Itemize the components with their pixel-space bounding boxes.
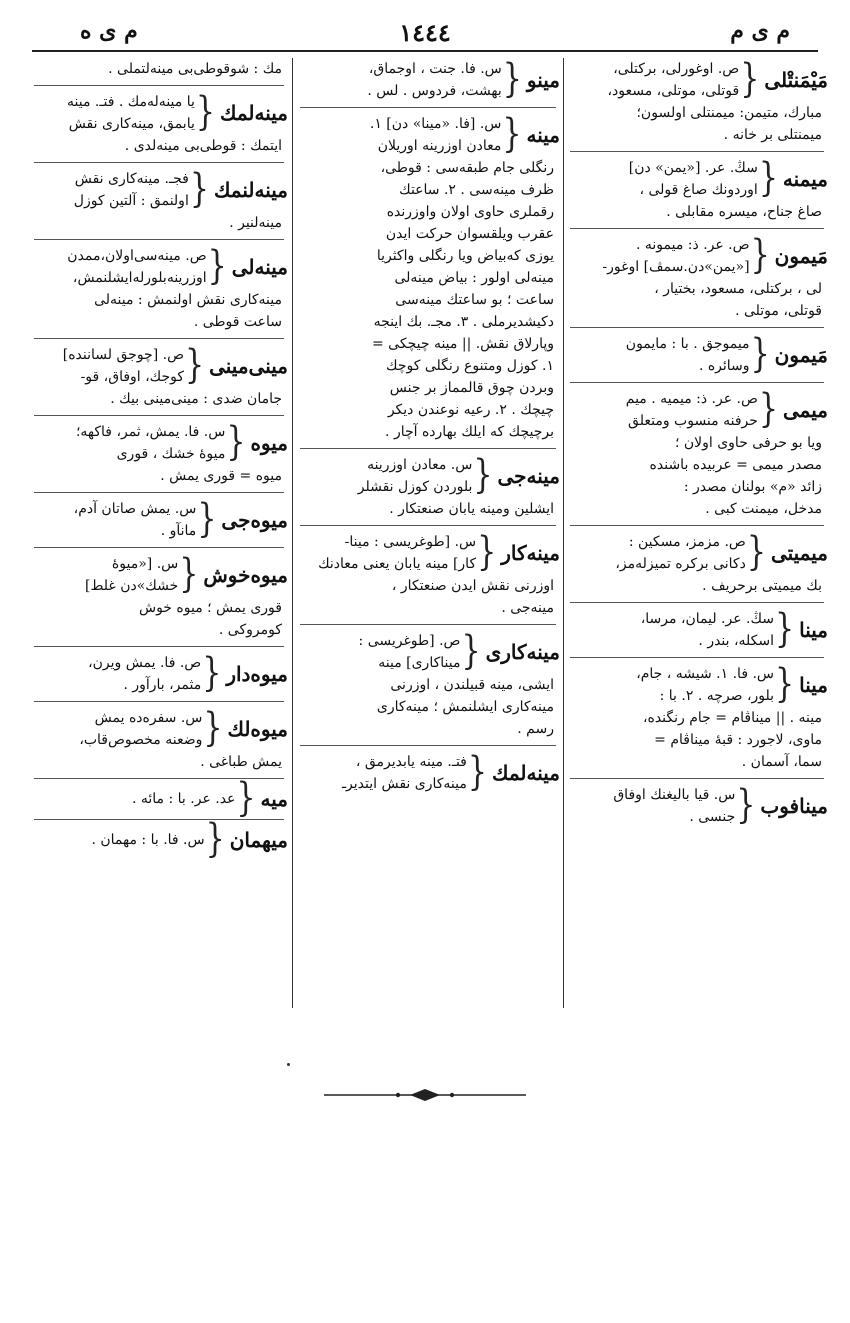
entry-separator: [34, 85, 284, 86]
definition-line: وضعنه مخصوص‌قاب،: [79, 732, 203, 748]
definition-line: خشك»دن غلط]: [85, 578, 179, 594]
entry-separator: [34, 239, 284, 240]
entry-separator: [570, 602, 824, 603]
entry-definition-block: [629, 157, 758, 201]
dictionary-entry: [30, 168, 288, 234]
entry-head-row: [30, 652, 288, 696]
entry-definition-block: [63, 344, 184, 388]
brace-glyph: {: [758, 386, 779, 433]
definition-line: يا مينەلەمك . فتـ. مينه: [67, 94, 195, 110]
entry-head-row: [566, 608, 828, 652]
brace-glyph: {: [750, 232, 770, 279]
definition-line: وسائره .: [698, 358, 750, 374]
dictionary-entry: [566, 333, 828, 377]
entry-separator: [34, 492, 284, 493]
entry-headword: مينه‌لمك: [491, 761, 560, 785]
entry-headword: مَيمون: [774, 244, 828, 268]
entry-headword: ميوه‌دار: [226, 662, 288, 686]
dictionary-entry: [296, 531, 560, 619]
entry-head-row: [296, 531, 560, 575]
definition-line: س. فا. ١. شيشه ، جام،: [636, 666, 775, 682]
entry-head-row: [30, 498, 288, 542]
dictionary-entry: [296, 113, 560, 443]
definition-line: ميموجق . با : مايمون: [625, 336, 750, 352]
entry-definition-block: [85, 553, 178, 597]
dictionary-entry: [30, 91, 288, 157]
entry-definition-block: [367, 58, 501, 102]
definition-line: س. يمش صاتان آدم،: [73, 501, 197, 517]
entry-head-row: [30, 421, 288, 465]
brace-glyph: {: [461, 628, 481, 675]
entry-head-row: [296, 630, 560, 674]
continuation-line: لى ، برکتلى، مسعود، بختيار ،: [654, 281, 822, 297]
brace-glyph: {: [202, 650, 222, 697]
entry-headword: مينه‌لنمك: [213, 178, 288, 202]
continuation-line: مك : شوقوطى‌بى مينەلتملى .: [108, 61, 282, 77]
entry-definition-block: [613, 784, 735, 828]
continuation-line: برچيچك که ايلك بهارده آچار .: [385, 424, 554, 440]
brace-glyph: {: [746, 529, 766, 576]
entry-head-row: [30, 707, 288, 751]
entry-head-row: [566, 157, 828, 201]
entry-headword: مينه‌جى: [497, 464, 560, 488]
entry-definition-block: [359, 630, 461, 674]
continuation-line: جامان ضدى : مينى‌مينى بيك .: [110, 391, 282, 407]
entry-definition-block: [132, 788, 235, 810]
dictionary-entry: [566, 234, 828, 322]
entry-separator: [300, 107, 556, 108]
definition-line: س. قيا باليغنك اوفاق: [613, 787, 736, 803]
header-right-letters: م ى م: [730, 18, 790, 44]
definition-line: کوجك، اوفاق، قو-: [80, 369, 184, 385]
entry-head-row: [566, 333, 828, 377]
continuation-line: مينەکارى ايشلنمش ؛ مينەکارى: [376, 699, 554, 715]
definition-line: س. فا. با : مهمان .: [91, 832, 205, 848]
column-middle: [296, 58, 560, 1008]
continuation-line: ويا بو حرفى حاوى اولان ؛: [674, 435, 822, 451]
entry-head-row: [296, 58, 560, 102]
continuation-line: ظرف مينەسى . ٢. ساعتك: [399, 182, 554, 198]
entry-definition-block: [342, 751, 467, 795]
entry-separator: [300, 624, 556, 625]
continuation-line: عقرب ويلقسوان حرکت ايدن: [385, 226, 554, 242]
definition-line: ص. [طوغريسى :: [358, 633, 461, 649]
entry-head-row: [296, 751, 560, 795]
entry-headword: ميوه‌خوش: [203, 563, 288, 587]
entry-head-row: [30, 344, 288, 388]
entry-definition-block: [358, 454, 473, 498]
definition-line: اسکله، بندر .: [698, 633, 775, 649]
brace-glyph: {: [775, 606, 795, 653]
continuation-line: مدخل، ميمنت کبى .: [705, 501, 822, 517]
continuation-line: ساعت قوطى .: [193, 314, 282, 330]
definition-line: س. سفره‌ده يمش: [94, 710, 203, 726]
entry-separator: [570, 525, 824, 526]
entry-definition-block: [615, 531, 745, 575]
entry-headword: ميوه‌جى: [221, 508, 288, 532]
entry-headword: ميوه: [250, 431, 288, 455]
entry-definition-block: [636, 663, 774, 707]
entry-separator: [34, 646, 284, 647]
entry-separator: [570, 151, 824, 152]
definition-line: مينەکارى نقش ايتديرـ: [341, 776, 467, 792]
brace-glyph: {: [205, 816, 225, 863]
column-divider-left: [292, 58, 293, 1008]
continuation-line: ايشلين ومينه يابان صنعتکار .: [389, 501, 554, 517]
entry-definition-block: [67, 245, 206, 289]
definition-line: فجـ. مينەکارى نقش: [74, 171, 189, 187]
entry-headword: مينو: [526, 68, 560, 92]
entry-head-row: [30, 168, 288, 212]
continuation-line: ماوى، لاجورد : قبهٔ ميناڤام =: [654, 732, 822, 748]
dictionary-entry: [296, 630, 560, 740]
entry-headword: ميميتى: [770, 541, 828, 565]
definition-line: سڭ. عر. ليمان، مرسا،: [640, 611, 775, 627]
entry-separator: [34, 701, 284, 702]
continuation-line: چيچك . ٢. رعيه نوعندن ديکر: [387, 402, 554, 418]
continuation-line: يوزى کەبياض ويا رنگلى واکثريا: [376, 248, 554, 264]
definition-line: ص. اوغورلى، برکتلى،: [613, 61, 740, 77]
entry-headword: ميه: [260, 787, 288, 811]
entry-headword: مينافوب: [760, 794, 828, 818]
entry-headword: مينه‌لمك: [219, 101, 288, 125]
column-right: [566, 58, 828, 1008]
entry-definition-block: [370, 113, 502, 157]
entry-headword: ميمى: [783, 398, 828, 422]
definition-line: ميوهٔ خشك ، قورى: [116, 446, 226, 462]
entry-definition-block: [318, 531, 476, 575]
continuation-line: رسم .: [517, 721, 554, 737]
entry-head-row: [296, 113, 560, 157]
entry-separator: [34, 547, 284, 548]
brace-glyph: {: [502, 56, 522, 103]
definition-line: جنسى .: [689, 809, 736, 825]
entry-definition-block: [67, 91, 195, 135]
entry-head-row: [30, 816, 288, 863]
dictionary-entry: [566, 663, 828, 773]
definition-line: بهشت، فردوس . لس .: [367, 83, 502, 99]
entry-head-row: [566, 234, 828, 278]
continuation-line: وبردن چوق قالمماز بر جنس: [389, 380, 554, 396]
continuation-line: دکيشديرملى . ٣. مجـ. بك اينجه: [373, 314, 554, 330]
dictionary-entry: [566, 58, 828, 146]
definition-line: اوزرينه‌بلورله‌ايشلنمش،: [72, 270, 207, 286]
header-rule: [32, 50, 818, 52]
entry-head-row: [30, 245, 288, 289]
dictionary-entry: [30, 245, 288, 333]
definition-line: س. فا. يمش، ثمر، فاکهه؛: [75, 424, 226, 440]
entry-separator: [300, 448, 556, 449]
definition-line: کار] مينه يابان يعنى معادنك: [318, 556, 477, 572]
continuation-line: سما، آسمان .: [741, 754, 822, 770]
entry-headword: مَيْمَنتْلى: [764, 68, 828, 92]
entry-head-row: [296, 454, 560, 498]
definition-line: يابمق، مينەکارى نقش: [68, 116, 195, 132]
continuation-line: قورى يمش ؛ ميوه خوش: [138, 600, 282, 616]
dictionary-entry: [296, 751, 560, 795]
entry-separator: [34, 162, 284, 163]
continuation-line: مينەجى .: [501, 600, 554, 616]
entry-head-row: [566, 784, 828, 828]
dictionary-entry: [566, 531, 828, 597]
definition-line: بلوردن کوزل نقشلر: [357, 479, 473, 495]
continuation-line: مينه . || ميناڤام = جام رنگنده،: [642, 710, 822, 726]
footer-ornament: [322, 1087, 528, 1103]
entry-separator: [34, 415, 284, 416]
continuation-line: صاغ جناح، ميسره مقابلى .: [666, 204, 822, 220]
brace-glyph: {: [236, 775, 256, 822]
definition-line: ميناکارى] مينه: [378, 655, 461, 671]
dictionary-entry: [296, 454, 560, 520]
entry-definition-block: [79, 707, 202, 751]
dictionary-entry: [30, 652, 288, 696]
entry-headword: مينى‌مينى: [209, 354, 288, 378]
brace-glyph: {: [195, 89, 215, 136]
brace-glyph: {: [467, 749, 487, 796]
definition-line: سڭ. عر. [«يمن» دن]: [628, 160, 758, 176]
dictionary-entry: [566, 784, 828, 828]
definition-line: مانآو .: [160, 523, 197, 539]
definition-line: ص. عر. ذ: ميمونه .: [636, 237, 750, 253]
entry-definition-block: [626, 333, 750, 377]
definition-line: ص. عر. ذ: ميميه . ميم: [625, 391, 758, 407]
continuation-line: مينەکارى نقش اولنمش : مينەلى: [94, 292, 282, 308]
definition-line: س. فا. جنت ، اوجماق،: [368, 61, 502, 77]
continuation-line: بك ميميتى برحريف .: [702, 578, 822, 594]
continuation-line: ساعت ؛ بو ساعتك مينەسى: [395, 292, 554, 308]
brace-glyph: {: [203, 705, 223, 752]
continuation-line: مصدر ميمى = عربيده باشنده: [649, 457, 822, 473]
entry-separator: [300, 525, 556, 526]
continuation-line: مبارك، متيمن: ميمنتلى اولسون؛: [636, 105, 822, 121]
entry-head-row: [566, 388, 828, 432]
dictionary-entry: [566, 608, 828, 652]
definition-line: [«يمن»دن.سمڤ] اوغور-: [602, 259, 750, 275]
entry-head-row: [566, 531, 828, 575]
page-number: ١٤٤٤: [399, 18, 451, 47]
entry-headword: ميمنه: [782, 167, 828, 191]
definition-line: عد. عر. با : مائه .: [131, 791, 236, 807]
entry-head-row: [30, 775, 288, 822]
entry-separator: [570, 778, 824, 779]
entry-headword: مينه‌لى: [231, 255, 288, 279]
continuation-line: ايتمك : قوطى‌بى مينەلدى .: [124, 138, 282, 154]
definition-line: س. [طوغريسى : مينا-: [344, 534, 477, 550]
dictionary-entry: [296, 58, 560, 102]
definition-line: س. معادن اوزرينه: [367, 457, 473, 473]
definition-line: مثمر، بارآور .: [123, 677, 202, 693]
entry-definition-block: [608, 58, 740, 102]
brace-glyph: {: [189, 166, 209, 213]
brace-glyph: {: [197, 496, 217, 543]
entry-separator: [570, 657, 824, 658]
brace-glyph: {: [226, 419, 246, 466]
brace-glyph: {: [473, 452, 493, 499]
continuation-line: ميوه = قورى يمش .: [160, 468, 282, 484]
brace-glyph: {: [736, 782, 756, 829]
brace-glyph: {: [775, 661, 795, 708]
entry-headword: مَيمون: [774, 343, 828, 367]
definition-line: معادن اوزرينه اوريلان: [377, 138, 502, 154]
definition-line: بلور، صرچه . ٢. با :: [659, 688, 775, 704]
brace-glyph: {: [185, 342, 205, 389]
continuation-line: زائد «م» بولنان مصدر :: [683, 479, 822, 495]
dictionary-entry: [30, 498, 288, 542]
continuation-line: وپارلاق نقش. || مينه چيچكى =: [372, 336, 554, 352]
entry-headword: مينا: [799, 618, 828, 642]
definition-line: س. [فا. «مينا» دن] ١.: [369, 116, 502, 132]
entry-definition-block: [88, 652, 201, 696]
entry-definition-block: [641, 608, 774, 652]
entry-headword: مينه‌کارى: [485, 640, 560, 664]
definition-line: ص. مزمز، مسکين :: [628, 534, 746, 550]
brace-glyph: {: [207, 243, 227, 290]
entry-definition-block: [76, 421, 225, 465]
continuation-line: يمش طباغى .: [200, 754, 282, 770]
definition-line: حرفنه منسوب ومتعلق: [628, 413, 758, 429]
dictionary-entry: [30, 58, 288, 80]
entry-headword: مينا: [799, 673, 828, 697]
dictionary-entry: [30, 816, 288, 863]
definition-line: اوردونك صاغ قولى ،: [639, 182, 758, 198]
entry-separator: [570, 382, 824, 383]
brace-glyph: {: [179, 551, 199, 598]
brace-glyph: {: [502, 111, 522, 158]
continuation-line: کومروکى .: [218, 622, 282, 638]
dictionary-entry: [30, 344, 288, 410]
continuation-line: ميمنتلى بر خانه .: [723, 127, 822, 143]
definition-line: ص. مينەسى‌اولان،ممدن: [67, 248, 207, 264]
definition-line: فتـ. مينه يابديرمق ،: [355, 754, 467, 770]
entry-head-row: [566, 663, 828, 707]
brace-glyph: {: [750, 331, 770, 378]
definition-line: دکانى برکره تميزلەمز،: [615, 556, 746, 572]
continuation-line: مينەلنير .: [229, 215, 282, 231]
definition-line: ص. فا. يمش ويرن،: [88, 655, 202, 671]
entry-separator: [570, 228, 824, 229]
print-speck: [287, 1063, 290, 1066]
continuation-line: رنگلى جام طبقەسى : قوطى،: [380, 160, 554, 176]
dictionary-entry: [30, 421, 288, 487]
dictionary-entry: [30, 707, 288, 773]
entry-definition-block: [91, 829, 204, 851]
entry-head-row: [30, 91, 288, 135]
entry-separator: [570, 327, 824, 328]
entry-headword: ميهمان: [229, 828, 288, 852]
entry-head-row: [566, 58, 828, 102]
entry-definition-block: [74, 168, 189, 212]
continuation-line: ١. کوزل ومتنوع رنگلى کوچك: [386, 358, 554, 374]
brace-glyph: {: [740, 56, 760, 103]
dictionary-entry: [566, 157, 828, 223]
entry-separator: [34, 338, 284, 339]
dictionary-entry: [566, 388, 828, 520]
continuation-line: قوتلى، موتلى .: [735, 303, 822, 319]
entry-headword: مينه: [526, 123, 560, 147]
continuation-line: اوزرنى نقش ايدن صنعتکار ،: [391, 578, 554, 594]
continuation-line: رقملرى حاوى اولان واوزرنده: [386, 204, 554, 220]
entry-definition-block: [626, 388, 758, 432]
definition-line: اولنمق : آلتين کوزل: [73, 193, 189, 209]
entry-headword: مينه‌کار: [501, 541, 560, 565]
header-left-letters: م ى ه: [80, 18, 138, 44]
entry-headword: ميوه‌لك: [227, 717, 288, 741]
entry-head-row: [30, 553, 288, 597]
brace-glyph: {: [758, 155, 778, 202]
entry-definition-block: [602, 234, 749, 278]
dictionary-entry: [30, 775, 288, 822]
continuation-line: ايشى، مينه قبيلندن ، اوزرنى: [390, 677, 554, 693]
entry-separator: [300, 745, 556, 746]
continuation-line: مينەلى اولور : بياض مينەلى: [394, 270, 554, 286]
column-divider-right: [563, 58, 564, 1008]
column-left: [30, 58, 288, 1008]
dictionary-entry: [30, 553, 288, 641]
definition-line: ص. [چوجق لساننده]: [62, 347, 184, 363]
brace-glyph: {: [477, 529, 497, 576]
definition-line: قوتلى، موتلى، مسعود،: [607, 83, 740, 99]
definition-line: س. [«ميوهٔ: [111, 556, 179, 572]
entry-definition-block: [74, 498, 197, 542]
